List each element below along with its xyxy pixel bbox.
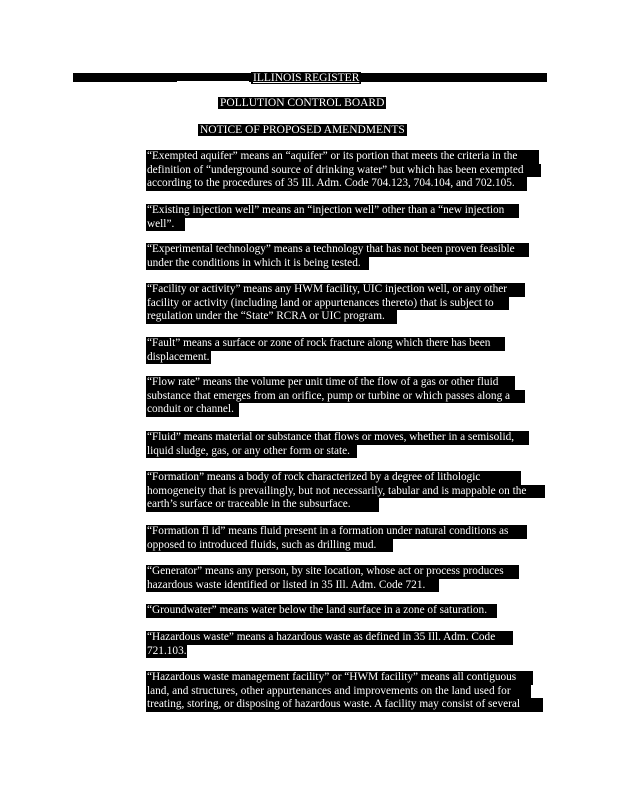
board-title: POLLUTION CONTROL BOARD bbox=[220, 97, 385, 109]
definition-groundwater bbox=[146, 604, 497, 618]
definition-line: “Hazardous waste management facility” or “HWM facility” means all contiguous bbox=[146, 671, 533, 685]
definition-line: regulation under the “State” RCRA or UIC program. bbox=[146, 310, 397, 324]
definition-line: substance that emerges from an orifice, pump or turbine or which passes along a bbox=[146, 390, 525, 404]
definition-line: “Generator” means any person, by site location, whose act or process produces bbox=[146, 565, 519, 579]
register-title: ILLINOIS REGISTER bbox=[253, 72, 360, 84]
definition-line: definition of “underground source of drinking water” but which has been exempted bbox=[146, 164, 541, 178]
definition-line: according to the procedures of 35 Ill. Adm. Code 704.123, 704.104, and 702.105. bbox=[146, 177, 527, 191]
definition-line: liquid sludge, gas, or any other form or state. bbox=[146, 445, 357, 459]
header-rule-gap bbox=[177, 81, 249, 82]
definition-line: conduit or channel. bbox=[146, 403, 239, 417]
definition-line: “Formation fl id” means fluid present in a formation under natural conditions as bbox=[146, 525, 527, 539]
notice-title: NOTICE OF PROPOSED AMENDMENTS bbox=[200, 124, 405, 136]
definition-line: facility or activity (including land or appurtenances thereto) that is subject to bbox=[146, 297, 509, 311]
definition-line: under the conditions in which it is being tested. bbox=[146, 257, 369, 271]
definition-existing-injection-well bbox=[146, 204, 519, 231]
definition-formation bbox=[146, 471, 545, 512]
definition-line: “Facility or activity” means any HWM facility, UIC injection well, or any other bbox=[146, 283, 525, 297]
definition-line: “Experimental technology” means a technology that has not been proven feasible bbox=[146, 243, 529, 257]
definition-fault bbox=[146, 337, 505, 364]
definition-facility-or-activity bbox=[146, 283, 525, 324]
definition-hazardous-waste bbox=[146, 631, 513, 658]
definition-fluid bbox=[146, 431, 529, 458]
definition-line: “Exempted aquifer” means an “aquifer” or its portion that meets the criteria in the bbox=[146, 150, 539, 164]
definition-hwm-facility bbox=[146, 671, 543, 712]
definition-line: earth’s surface or traceable in the subsurface. bbox=[146, 498, 379, 512]
definition-line: “Hazardous waste” means a hazardous waste as defined in 35 Ill. Adm. Code bbox=[146, 631, 513, 645]
definition-exempted-aquifer bbox=[146, 150, 541, 191]
definition-line: opposed to introduced fluids, such as drilling mud. bbox=[146, 539, 393, 553]
definition-line: displacement. bbox=[147, 350, 210, 363]
definition-line: land, and structures, other appurtenances and improvements on the land used for bbox=[146, 685, 531, 699]
definition-line: well”. bbox=[146, 218, 185, 232]
definition-experimental-technology bbox=[146, 243, 529, 270]
definition-line: “Formation” means a body of rock characterized by a degree of lithologic bbox=[146, 471, 521, 485]
definition-formation-fluid bbox=[146, 525, 527, 552]
definition-line: treating, storing, or disposing of hazardous waste. A facility may consist of several bbox=[146, 698, 543, 712]
definition-line: homogeneity that is prevailingly, but not necessarily, tabular and is mappable on the bbox=[146, 485, 545, 499]
definition-line: “Groundwater” means water below the land surface in a zone of saturation. bbox=[146, 604, 497, 618]
definition-flow-rate bbox=[146, 376, 525, 417]
definition-line: “Fluid” means material or substance that flows or moves, whether in a semisolid, bbox=[146, 431, 529, 445]
definition-generator bbox=[146, 565, 519, 592]
definition-line: “Flow rate” means the volume per unit time of the flow of a gas or other fluid bbox=[146, 376, 515, 390]
definition-line: “Fault” means a surface or zone of rock fracture along which there has been bbox=[146, 337, 505, 351]
definition-line: “Existing injection well” means an “injection well” other than a “new injection bbox=[146, 204, 519, 218]
definition-line: 721.103. bbox=[147, 644, 187, 657]
definition-line: hazardous waste identified or listed in 35 Ill. Adm. Code 721. bbox=[146, 579, 439, 593]
